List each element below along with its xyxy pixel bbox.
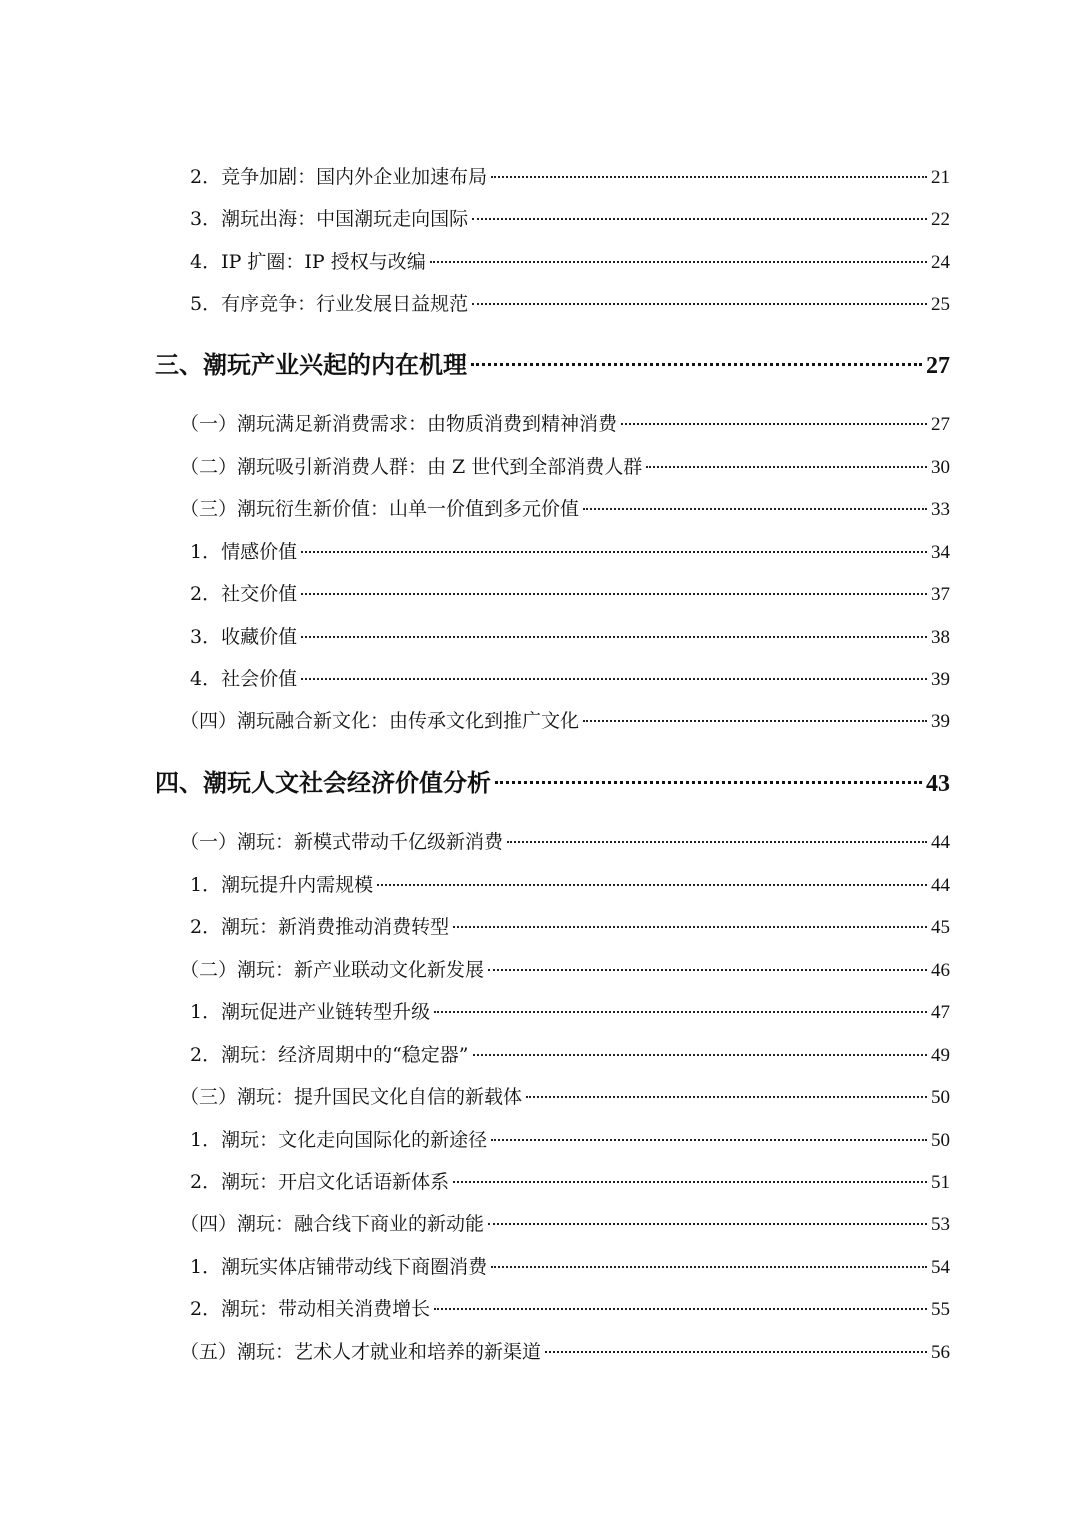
toc-page-number: 50 bbox=[931, 1130, 950, 1151]
dot-leader bbox=[472, 303, 927, 305]
dot-leader bbox=[434, 1308, 927, 1310]
toc-entry[interactable] bbox=[190, 997, 950, 1027]
toc-entry[interactable] bbox=[190, 1294, 950, 1324]
toc-page-number: 51 bbox=[931, 1172, 950, 1193]
toc-entry-label: （四）潮玩：融合线下商业的新动能 bbox=[180, 1213, 485, 1235]
dot-leader bbox=[453, 926, 927, 928]
toc-entry-label: 2．潮玩：开启文化话语新体系 bbox=[190, 1171, 450, 1193]
dot-leader bbox=[488, 1223, 927, 1225]
toc-entry-label: （一）潮玩：新模式带动千亿级新消费 bbox=[180, 831, 504, 853]
toc-page-number: 44 bbox=[931, 832, 950, 853]
toc-entry-label: 2．潮玩：新消费推动消费转型 bbox=[190, 916, 450, 938]
toc-entry-label: 5．有序竞争：行业发展日益规范 bbox=[190, 293, 469, 315]
dot-leader bbox=[646, 466, 927, 468]
toc-entry-label: 1．潮玩促进产业链转型升级 bbox=[190, 1001, 431, 1023]
dot-leader bbox=[301, 636, 927, 638]
toc-entry-label: 3．收藏价值 bbox=[190, 626, 298, 648]
toc-entry-label: 2．潮玩：带动相关消费增长 bbox=[190, 1298, 431, 1320]
toc-entry-label: （三）潮玩：提升国民文化自信的新载体 bbox=[180, 1086, 523, 1108]
toc-section-heading[interactable] bbox=[155, 763, 950, 803]
dot-leader bbox=[507, 841, 927, 843]
toc-entry[interactable] bbox=[180, 452, 950, 482]
toc-entry[interactable] bbox=[180, 955, 950, 985]
dot-leader bbox=[495, 781, 922, 784]
toc-page-number: 38 bbox=[931, 627, 950, 648]
toc-entry[interactable] bbox=[190, 247, 950, 277]
toc-entry[interactable] bbox=[180, 706, 950, 736]
toc-entry[interactable] bbox=[180, 1337, 950, 1367]
toc-entry-label: 1．潮玩提升内需规模 bbox=[190, 874, 374, 896]
toc-page-number: 21 bbox=[931, 167, 950, 188]
toc-entry-label: 2．社交价值 bbox=[190, 583, 298, 605]
toc-page-number: 22 bbox=[931, 209, 950, 230]
toc-section-label: 三、潮玩产业兴起的内在机理 bbox=[155, 350, 467, 379]
dot-leader bbox=[473, 1054, 927, 1056]
dot-leader bbox=[430, 261, 927, 263]
toc-entry[interactable] bbox=[180, 409, 950, 439]
toc-entry-label: 1．情感价值 bbox=[190, 541, 298, 563]
toc-page-number: 27 bbox=[931, 414, 950, 435]
dot-leader bbox=[453, 1181, 927, 1183]
toc-page-number: 50 bbox=[931, 1087, 950, 1108]
toc-page-number: 25 bbox=[931, 294, 950, 315]
toc-page-number: 34 bbox=[931, 542, 950, 563]
toc-entry[interactable] bbox=[190, 289, 950, 319]
toc-entry[interactable] bbox=[190, 870, 950, 900]
toc-entry-label: （三）潮玩衍生新价值：山单一价值到多元价值 bbox=[180, 498, 580, 520]
toc-entry-label: 4．IP 扩圈：IP 授权与改编 bbox=[190, 251, 426, 273]
toc-entry-label: （四）潮玩融合新文化：由传承文化到推广文化 bbox=[180, 710, 580, 732]
toc-page-number: 39 bbox=[931, 711, 950, 732]
dot-leader bbox=[301, 551, 927, 553]
toc-page-number: 24 bbox=[931, 252, 950, 273]
toc-entry[interactable] bbox=[190, 579, 950, 609]
toc-page-number: 33 bbox=[931, 499, 950, 520]
dot-leader bbox=[583, 508, 927, 510]
dot-leader bbox=[583, 720, 927, 722]
dot-leader bbox=[491, 176, 927, 178]
dot-leader bbox=[545, 1351, 927, 1353]
toc-entry-label: 3．潮玩出海：中国潮玩走向国际 bbox=[190, 208, 469, 230]
toc-entry[interactable] bbox=[190, 162, 950, 192]
toc-page-number: 54 bbox=[931, 1257, 950, 1278]
toc-entry[interactable] bbox=[180, 1209, 950, 1239]
dot-leader bbox=[491, 1139, 927, 1141]
dot-leader bbox=[472, 218, 927, 220]
toc-entry-label: （五）潮玩：艺术人才就业和培养的新渠道 bbox=[180, 1341, 542, 1363]
toc-page-number: 43 bbox=[926, 771, 950, 797]
toc-entry-label: （二）潮玩吸引新消费人群：由 Z 世代到全部消费人群 bbox=[180, 456, 643, 478]
dot-leader bbox=[301, 593, 927, 595]
toc-entry-label: （二）潮玩：新产业联动文化新发展 bbox=[180, 959, 485, 981]
toc-entry[interactable] bbox=[190, 912, 950, 942]
toc-page-number: 53 bbox=[931, 1214, 950, 1235]
toc-page-number: 30 bbox=[931, 457, 950, 478]
dot-leader bbox=[488, 969, 927, 971]
toc-entry[interactable] bbox=[190, 537, 950, 567]
toc-entry[interactable] bbox=[190, 204, 950, 234]
toc-entry[interactable] bbox=[190, 1252, 950, 1282]
toc-page-number: 56 bbox=[931, 1342, 950, 1363]
dot-leader bbox=[471, 363, 922, 366]
dot-leader bbox=[377, 884, 927, 886]
toc-entry-label: 2．潮玩：经济周期中的“稳定器” bbox=[190, 1044, 469, 1066]
toc-entry-label: 1．潮玩实体店铺带动线下商圈消费 bbox=[190, 1256, 488, 1278]
toc-page-number: 49 bbox=[931, 1045, 950, 1066]
toc-page-number: 45 bbox=[931, 917, 950, 938]
toc-entry[interactable] bbox=[180, 494, 950, 524]
toc-entry-label: 4．社会价值 bbox=[190, 668, 298, 690]
dot-leader bbox=[434, 1011, 927, 1013]
dot-leader bbox=[621, 423, 927, 425]
toc-entry-label: 1．潮玩：文化走向国际化的新途径 bbox=[190, 1129, 488, 1151]
toc-entry[interactable] bbox=[190, 1167, 950, 1197]
dot-leader bbox=[526, 1096, 927, 1098]
toc-entry[interactable] bbox=[190, 622, 950, 652]
toc-entry[interactable] bbox=[180, 827, 950, 857]
dot-leader bbox=[301, 678, 927, 680]
toc-section-label: 四、潮玩人文社会经济价值分析 bbox=[155, 768, 491, 797]
dot-leader bbox=[491, 1266, 927, 1268]
toc-page-number: 44 bbox=[931, 875, 950, 896]
toc-page-number: 37 bbox=[931, 584, 950, 605]
toc-entry[interactable] bbox=[190, 1040, 950, 1070]
toc-entry[interactable] bbox=[190, 1125, 950, 1155]
toc-page-number: 47 bbox=[931, 1002, 950, 1023]
toc-page-number: 27 bbox=[926, 353, 950, 379]
toc-page-number: 46 bbox=[931, 960, 950, 981]
toc-page-number: 55 bbox=[931, 1299, 950, 1320]
toc-section-heading[interactable] bbox=[155, 345, 950, 385]
toc-entry-label: 2．竞争加剧：国内外企业加速布局 bbox=[190, 166, 488, 188]
toc-page-number: 39 bbox=[931, 669, 950, 690]
toc-entry[interactable] bbox=[180, 1082, 950, 1112]
toc-entry[interactable] bbox=[190, 664, 950, 694]
toc-entry-label: （一）潮玩满足新消费需求：由物质消费到精神消费 bbox=[180, 413, 618, 435]
